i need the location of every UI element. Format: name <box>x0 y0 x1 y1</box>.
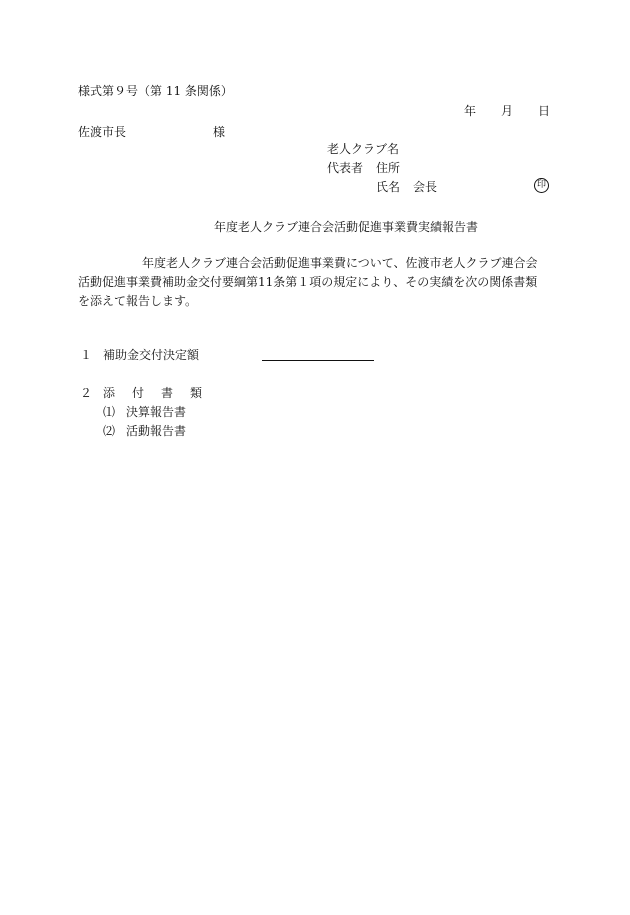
club-name-label: 老人クラブ名 <box>327 142 400 156</box>
recipient-name: 佐渡市長 <box>78 125 127 139</box>
item-1-label: 補助金交付決定額 <box>103 348 200 362</box>
role-label: 会長 <box>413 180 438 194</box>
document-title: 年度老人クラブ連合会活動促進事業費実績報告書 <box>213 220 478 234</box>
recipient-honorific: 様 <box>213 125 226 139</box>
report-body <box>78 254 558 311</box>
body-line-2: 活動促進事業費補助金交付要綱第11条第１項の規定により、その実績を次の関係書類 <box>78 275 538 289</box>
item-1-number: １ <box>80 348 93 362</box>
address-label: 住所 <box>376 161 401 175</box>
date-year-label: 年 <box>464 104 477 118</box>
item-2-label: 添付書類 <box>103 386 220 400</box>
subitem-1-number: ⑴ <box>103 405 116 419</box>
subitem-2-label: 活動報告書 <box>126 424 187 438</box>
subitem-1-label: 決算報告書 <box>126 405 187 419</box>
subitem-2-number: ⑵ <box>103 424 116 438</box>
date-line <box>0 104 630 118</box>
date-day-label: 日 <box>538 104 551 118</box>
representative-label: 代表者 <box>327 161 364 175</box>
seal-mark-icon: 印 <box>534 178 549 193</box>
amount-blank-line <box>262 360 374 361</box>
body-line-1: 年度老人クラブ連合会活動促進事業費について、佐渡市老人クラブ連合会 <box>142 256 538 270</box>
date-month-label: 月 <box>501 104 514 118</box>
body-line-3: を添えて報告します。 <box>78 294 198 308</box>
item-2-number: ２ <box>80 386 93 400</box>
form-number: 様式第９号（第 11 条関係） <box>78 84 233 98</box>
name-label: 氏名 <box>376 180 401 194</box>
document-title-row <box>0 220 630 234</box>
